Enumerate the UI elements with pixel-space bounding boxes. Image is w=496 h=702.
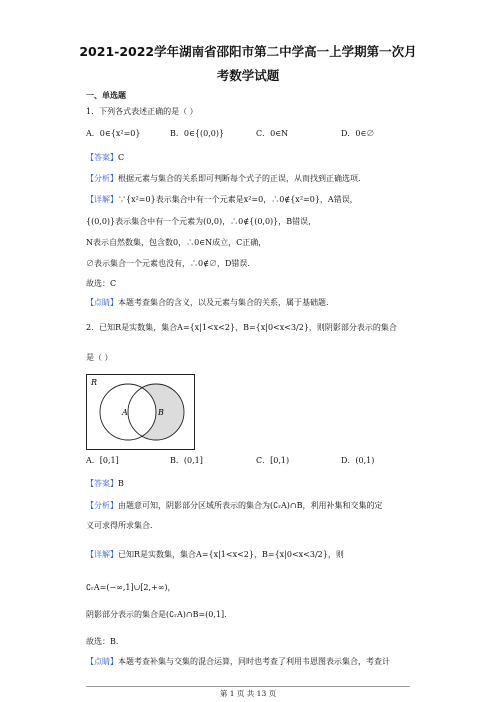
doc-title-line2: 考数学试题 bbox=[216, 68, 280, 83]
q1-detail-line4: ∅表示集合一个元素也没有，∴0∉∅，D错误. bbox=[86, 259, 250, 268]
set-b-label: B bbox=[158, 408, 164, 417]
doc-title-line1: 2021-2022学年湖南省邵阳市第二中学高一上学期第一次月 bbox=[79, 44, 417, 59]
q2-comment: 【点睛】本题考查补集与交集的混合运算，同时也考查了利用韦恩图表示集合，考查计 bbox=[86, 657, 390, 666]
page-footer: 第 1 页 共 13 页 bbox=[219, 689, 277, 698]
q1-detail-line2: {(0,0)}表示集合中有一个元素为(0,0)，∴0∉{(0,0)}，B错误， bbox=[86, 217, 317, 226]
venn-diagram bbox=[86, 374, 195, 450]
universe-label: R bbox=[91, 378, 98, 387]
set-a-label: A bbox=[122, 408, 128, 417]
q2-option-a: A．[0,1] bbox=[86, 456, 119, 465]
q1-option-b: B．0∈{(0,0)} bbox=[170, 129, 225, 138]
q2-detail-line4: 故选：B. bbox=[86, 637, 119, 646]
q2-detail-line2: ∁ᵣA=(−∞,1]∪[2,+∞)， bbox=[86, 583, 176, 592]
q2-option-b: B．(0,1] bbox=[170, 456, 203, 465]
q2-stem-line1: 2．已知R是实数集，集合A={x|1<x<2}，B={x|0<x<3/2}，则阴影部分表示的集合 bbox=[86, 323, 397, 332]
q2-option-d: D．(0,1) bbox=[341, 456, 375, 465]
q1-detail-line5: 故选：C bbox=[86, 279, 117, 288]
footer-divider bbox=[86, 686, 410, 687]
q2-detail-line1: 【详解】已知R是实数集，集合A={x|1<x<2}，B={x|0<x<3/2}，则 bbox=[86, 550, 344, 559]
q1-answer: 【答案】C bbox=[86, 153, 125, 162]
q1-option-a: A．0∈{x²=0} bbox=[86, 129, 141, 138]
section-heading: 一、单选题 bbox=[86, 91, 126, 100]
q2-analysis-line1: 【分析】由题意可知，阴影部分区域所表示的集合为(∁ᵣA)∩B，利用补集和交集的定 bbox=[86, 501, 383, 510]
q1-detail-line3: N表示自然数集，包含数0，∴0∈N成立，C正确， bbox=[86, 238, 267, 247]
q2-detail-line3: 阴影部分表示的集合是(∁ᵣA)∩B=(0,1]. bbox=[86, 610, 227, 619]
q2-option-c: C．[0,1) bbox=[256, 456, 290, 465]
q2-analysis-line2: 义可求得所求集合. bbox=[86, 521, 153, 530]
q1-stem: 1．下列各式表述正确的是（ ） bbox=[86, 107, 198, 116]
q1-option-d: D．0∈∅ bbox=[341, 129, 375, 138]
q1-option-c: C．0∈N bbox=[256, 129, 289, 138]
q2-answer: 【答案】B bbox=[86, 479, 124, 488]
q1-detail-line1: 【详解】∵{x²=0}表示集合中有一个元素是x²=0，∴0∉{x²=0}，A错误， bbox=[86, 195, 358, 204]
q2-stem-line2: 是（ ） bbox=[86, 353, 113, 362]
q1-analysis: 【分析】根据元素与集合的关系即可判断每个式子的正误，从而找到正确选项. bbox=[86, 174, 361, 183]
q1-comment: 【点睛】本题考查集合的含义，以及元素与集合的关系，属于基础题. bbox=[86, 298, 329, 307]
